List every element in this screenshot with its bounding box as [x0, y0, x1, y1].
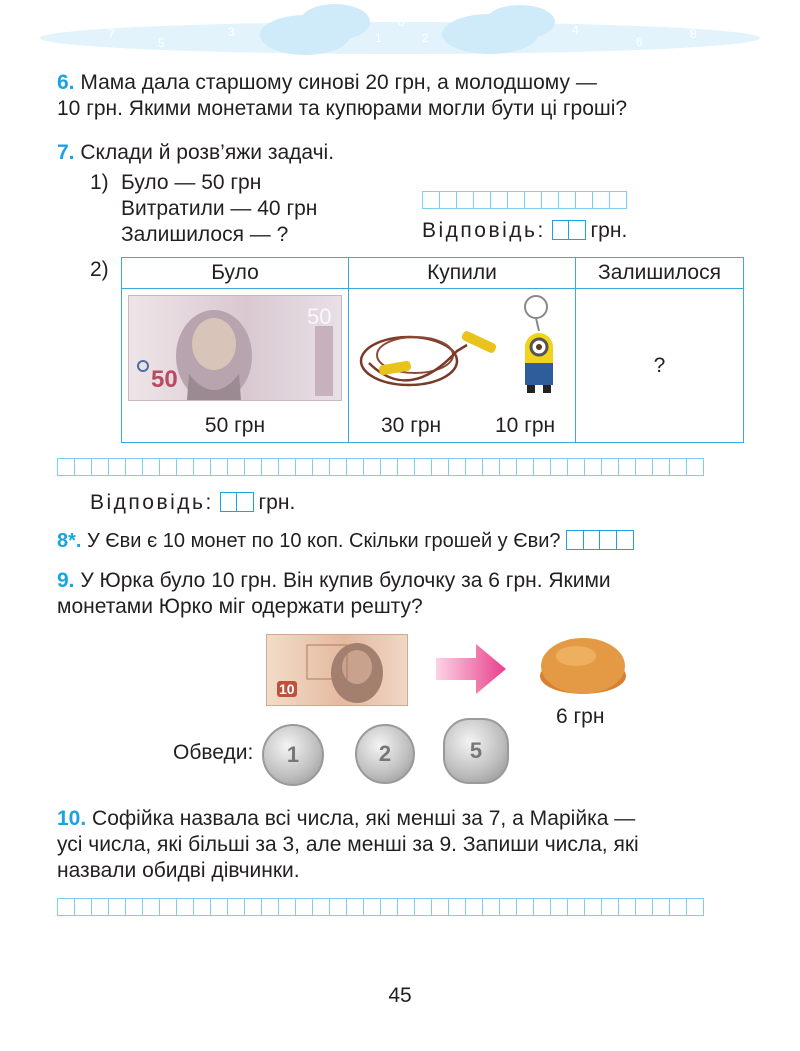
- coin-5-icon[interactable]: [443, 718, 509, 784]
- task-text: Софійка назвала всі числа, які менші за 7, а Марійка —: [92, 807, 636, 830]
- answer-line-2: [90, 490, 295, 516]
- decor-digit: 1: [375, 31, 382, 45]
- task-8: [57, 528, 632, 554]
- header-had: Було: [122, 258, 349, 289]
- task-7-intro: [57, 140, 334, 166]
- unit-label: грн.: [590, 219, 628, 242]
- task-number: 6.: [57, 71, 75, 94]
- task-text: монетами Юрко міг одержати решту?: [57, 595, 423, 618]
- answer-label: Відповідь:: [90, 491, 214, 514]
- banknote-denomination: 50: [151, 366, 178, 393]
- task-text: У Юрка було 10 грн. Він купив булочку за 6 грн. Якими: [80, 569, 611, 592]
- had-cell: [122, 289, 349, 443]
- answer-box[interactable]: [566, 530, 632, 550]
- coin-1-icon[interactable]: [262, 724, 324, 786]
- coin-value: 1: [286, 742, 300, 767]
- page-number: 45: [388, 984, 412, 1007]
- condition-line: Залишилося — ?: [121, 223, 289, 246]
- header-remaining: Залишилося: [576, 258, 744, 289]
- decor-digit: 5: [158, 36, 165, 50]
- task-10: [57, 806, 747, 884]
- coin-value: 5: [469, 738, 483, 763]
- banknote-denomination: 50: [307, 304, 332, 329]
- decor-digit: 3: [228, 25, 235, 39]
- unit-label: грн.: [258, 491, 296, 514]
- answer-label: Відповідь:: [422, 219, 546, 242]
- remaining-cell: ?: [576, 289, 744, 443]
- banknote-10-image: [266, 634, 408, 706]
- purchases-image: [349, 293, 575, 411]
- condition-line: Було — 50 грн: [121, 171, 262, 194]
- task-text: усі числа, які більші за 3, але менші за 9. Запиши числа, які: [57, 833, 639, 856]
- rope-price: 30 грн: [381, 414, 442, 437]
- task-9: [57, 568, 747, 620]
- condition-line: Витратили — 40 грн: [121, 197, 318, 220]
- banknote-denomination: 10: [279, 681, 295, 697]
- decor-digit: 6: [636, 35, 643, 49]
- task-6: [57, 70, 747, 122]
- arrow-icon: [436, 644, 506, 694]
- had-price: 50 грн: [204, 414, 266, 437]
- task-number: 10.: [57, 807, 87, 830]
- decor-digit: 7: [108, 27, 115, 41]
- solution-grid-2[interactable]: [57, 458, 703, 476]
- header-decoration: [40, 0, 760, 60]
- problem-1-conditions: [121, 170, 317, 248]
- circle-instruction: Обведи:: [173, 741, 254, 764]
- decor-digit: 0: [398, 15, 405, 29]
- answer-line-1: [422, 218, 627, 244]
- solution-grid-3[interactable]: [57, 898, 703, 916]
- decor-digit: 4: [572, 23, 579, 37]
- answer-box[interactable]: [220, 492, 253, 512]
- task-number: 7.: [57, 141, 75, 164]
- banknote-50-image: [128, 295, 342, 401]
- task-text: Склади й розв’яжи задачі.: [80, 141, 335, 164]
- task-text: назвали обидві дівчинки.: [57, 859, 300, 882]
- bought-cell: [349, 289, 576, 443]
- coin-2-icon[interactable]: [355, 724, 415, 784]
- header-bought: Купили: [349, 258, 576, 289]
- bun-image: [538, 636, 628, 698]
- task-text: Мама дала старшому синові 20 грн, а молодшому —: [80, 71, 597, 94]
- problem-2-marker: 2): [90, 258, 109, 281]
- problem-2-table: [121, 257, 744, 443]
- task-text: У Єви є 10 монет по 10 коп. Скільки грошей у Єви?: [87, 530, 561, 552]
- answer-box[interactable]: [552, 220, 585, 240]
- toy-price: 10 грн: [495, 414, 556, 437]
- bun-price: 6 грн: [556, 705, 605, 728]
- decor-digit: 2: [422, 31, 429, 45]
- coin-value: 2: [378, 741, 392, 766]
- problem-1-marker: 1): [90, 171, 109, 194]
- task-6-line-1: [57, 70, 747, 96]
- task-number: 8*.: [57, 530, 82, 552]
- task-number: 9.: [57, 569, 75, 592]
- solution-grid-1[interactable]: [422, 191, 626, 209]
- decor-digit: 8: [690, 27, 697, 41]
- task-text: 10 грн. Якими монетами та купюрами могли бути ці гроші?: [57, 97, 628, 120]
- clouds-banner: [40, 0, 760, 60]
